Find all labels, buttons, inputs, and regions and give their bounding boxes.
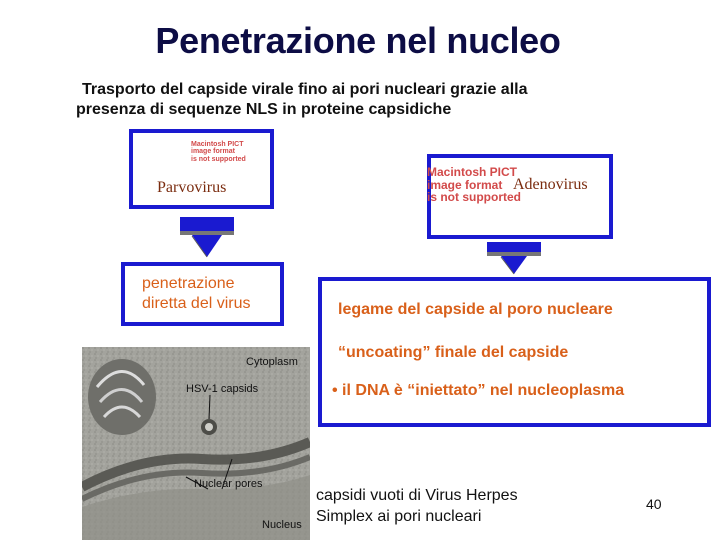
- down-arrow-icon: [180, 217, 234, 259]
- step-dna-injection: • il DNA è “iniettato” nel nucleoplasma: [332, 382, 625, 399]
- adenovirus-label: Adenovirus: [513, 176, 588, 193]
- label-cytoplasm: Cytoplasm: [246, 356, 298, 368]
- page-number: 40: [646, 496, 662, 512]
- subtitle-line-2: presenza di sequenze NLS in proteine capsidiche: [76, 101, 452, 118]
- direct-penetration-box: [121, 262, 284, 326]
- electron-micrograph: [82, 347, 310, 540]
- slide-title: Penetrazione nel nucleo: [155, 20, 561, 61]
- down-arrow-icon: [487, 242, 541, 276]
- step-uncoating: “uncoating” finale del capside: [338, 344, 569, 361]
- pict-placeholder-left: Macintosh PICT image format is not supported: [191, 141, 246, 163]
- direct-penetration-text: penetrazione diretta del virus: [142, 275, 251, 312]
- label-nucleus: Nucleus: [262, 519, 302, 531]
- micrograph-pointer-lines: [82, 347, 310, 540]
- micrograph-caption: capsidi vuoti di Virus Herpes Simplex ai pori nucleari: [316, 487, 518, 525]
- subtitle-line-1: Trasporto del capside virale fino ai pori nucleari grazie alla: [82, 81, 528, 98]
- parvovirus-box: [129, 129, 274, 209]
- pict-placeholder-right: Macintosh PICT image format is not supported: [427, 165, 521, 205]
- label-nuclear-pores: Nuclear pores: [194, 478, 263, 490]
- adenovirus-box: [427, 154, 613, 239]
- step-binding: legame del capside al poro nucleare: [338, 301, 613, 318]
- parvovirus-label: Parvovirus: [157, 179, 227, 196]
- label-hsv-capsids: HSV-1 capsids: [186, 383, 259, 395]
- adenovirus-steps-box: [318, 277, 711, 427]
